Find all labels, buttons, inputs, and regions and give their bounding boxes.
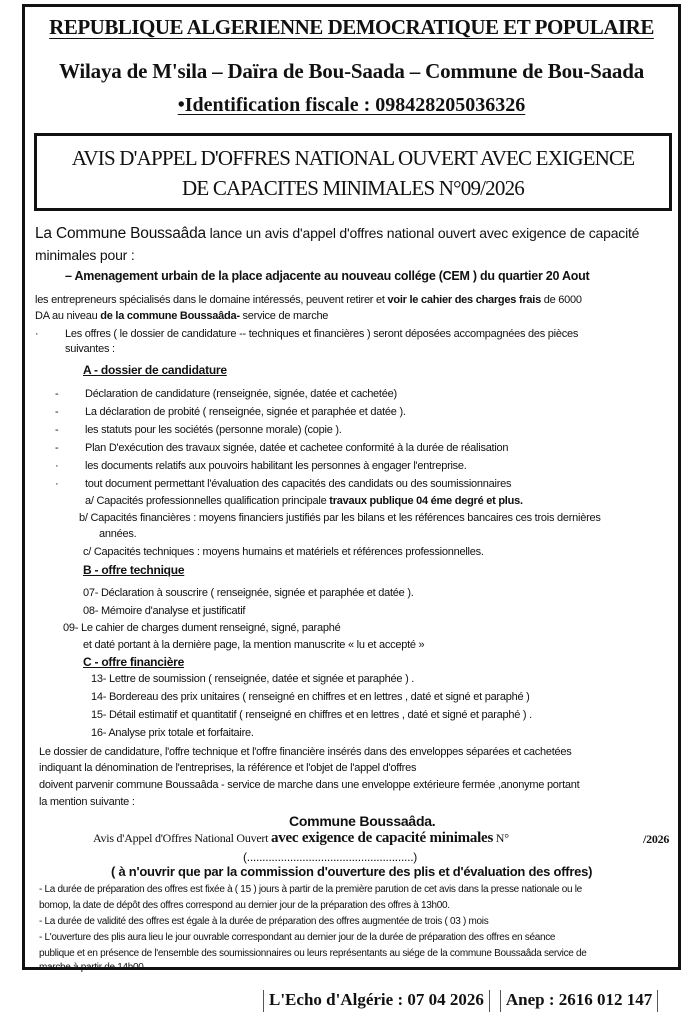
mention-avis-big: avec exigence de capacité minimales — [271, 830, 494, 846]
section-a-item-text: La déclaration de probité ( renseignée, signée et paraphée et datée ). — [85, 406, 406, 418]
intro-line-1 — [35, 225, 639, 243]
bullet: - — [55, 406, 59, 418]
section-a-item — [55, 406, 406, 418]
section-b-item: 09- Le cahier de charges dument renseigné, signé, paraphé — [63, 622, 341, 634]
section-a-item — [55, 424, 342, 436]
mention-commune: Commune Boussaâda. — [289, 813, 436, 829]
section-a-item — [55, 460, 467, 472]
mention-numero: N° — [493, 831, 509, 845]
section-b-item: et daté portant à la dernière page, la mention manuscrite « lu et accepté » — [83, 639, 425, 651]
project-title: – Amenagement urbain de la place adjacente au nouveau collége (CEM ) du quartier 20 Aout — [65, 269, 590, 283]
bullet: - — [55, 388, 59, 400]
location-line: Wilaya de M'sila – Daïra de Bou-Saada – Commune de Bou-Saada — [58, 59, 644, 83]
mention-avis-small: Avis d'Appel d'Offres National Ouvert — [93, 831, 272, 845]
condition-line: - La durée de préparation des offres est fixée à ( 15 ) jours à partir de la première parution de cet avis dans la presse nationale ou le — [39, 884, 582, 895]
offers-line-1 — [35, 328, 578, 340]
section-c-heading: C - offre financière — [83, 655, 185, 669]
section-b-heading: B - offre technique — [83, 563, 185, 577]
capacity-b-line-2: années. — [99, 528, 137, 540]
section-a-item-text: tout document permettant l'évaluation des capacités des candidats ou des soumissionnaires — [85, 478, 512, 490]
republic-heading: REPUBLIQUE ALGERIENNE DEMOCRATIQUE ET POPULAIRE — [49, 15, 654, 39]
section-a-item-text: Plan D'exécution des travaux signée, datée et cachetee conformité à la durée de réalisation — [85, 442, 509, 454]
mention-dots: (......................................................) — [243, 850, 418, 864]
section-c-item: 14- Bordereau des prix unitaires ( renseigné en chiffres et en lettres , daté et signé et paraphé ) — [91, 691, 530, 703]
section-c-item: 13- Lettre de soumission ( renseignée, datée et signée et paraphée ) . — [91, 673, 415, 685]
anep-number: Anep : 2616 012 147 — [505, 990, 653, 1009]
divider — [500, 990, 501, 1012]
submission-line: doivent parvenir commune Boussaâda - service de marche dans une enveloppe extérieure fermée ,anonyme portant — [39, 779, 580, 791]
notice-title-line-2: DE CAPACITES MINIMALES N°09/2026 — [182, 176, 524, 200]
condition-line: publique et en présence de l'ensemble des soumissionnaires ou leurs représentants au siége de la commune Boussaâda service de — [39, 948, 587, 959]
bullet: · — [35, 328, 39, 340]
section-a-item-text: les documents relatifs aux pouvoirs habilitant les personnes à engager l'entreprise. — [85, 460, 467, 472]
section-b-item: 07- Déclaration à souscrire ( renseignée, signée et paraphée et datée ). — [83, 587, 414, 599]
bullet: - — [55, 442, 59, 454]
divider — [489, 990, 490, 1012]
notice-frame — [22, 4, 681, 973]
condition-line: bomop, la date de dépôt des offres correspond au dernier jour de la préparation des offres à 13h00. — [39, 900, 450, 911]
section-b-item: 08- Mémoire d'analyse et justificatif — [83, 605, 246, 617]
submission-line: la mention suivante : — [39, 796, 135, 808]
section-a-heading: A - dossier de candidature — [83, 363, 227, 377]
section-c-item: 16- Analyse prix totale et forfaitaire. — [91, 727, 254, 739]
submission-line: Le dossier de candidature, l'offre technique et l'offre financière insérés dans des enveloppes séparées et cachetées — [39, 746, 572, 758]
newspaper-date: L'Echo d'Algérie : 07 04 2026 — [269, 990, 484, 1009]
condition-line: - La durée de validité des offres est égale à la durée de préparation des offres augmentée de trois ( 03 ) mois — [39, 916, 489, 927]
section-a-item-text: Déclaration de candidature (renseignée, signée, datée et cachetée) — [85, 388, 397, 400]
intro-commune: La Commune Boussaâda — [35, 225, 206, 242]
bullet: · — [55, 460, 59, 472]
divider — [263, 990, 264, 1012]
retire-line-2 — [35, 310, 328, 322]
capacity-a-bold: travaux publique 04 éme degré et plus. — [329, 495, 523, 507]
offers-text-1: Les offres ( le dossier de candidature -- techniques et financières ) seront déposées accompagnées des pièces — [65, 328, 579, 340]
condition-line: - L'ouverture des plis aura lieu le jour ouvrable correspondant au dernier jour de la durée de préparation des offres en séance — [39, 932, 556, 943]
section-a-item — [55, 388, 397, 400]
retire-text-a: les entrepreneurs spécialisés dans le domaine intéressés, peuvent retirer et — [35, 294, 388, 306]
section-a-item-text: les statuts pour les sociétés (personne morale) (copie ). — [85, 424, 342, 436]
divider — [657, 990, 658, 1012]
fiscal-id: •Identification fiscale : 098428205036326 — [177, 94, 526, 116]
submission-line: indiquant la dénomination de l'entreprises, la référence et l'objet de l'appel d'offres — [39, 762, 417, 774]
retire-text-b: voir le cahier des charges frais — [387, 294, 541, 306]
retire2-text-c: service de marche — [239, 310, 329, 322]
mention-warning: ( à n'ouvrir que par la commission d'ouverture des plis et d'évaluation des offres) — [111, 864, 593, 879]
retire-line-1 — [35, 294, 582, 306]
retire-text-c: de 6000 — [540, 294, 582, 306]
intro-text-1: lance un avis d'appel d'offres national ouvert avec exigence de capacité — [205, 225, 640, 241]
capacity-a — [85, 495, 523, 507]
section-a-item — [55, 442, 508, 454]
condition-line: marche à partir de 14h00. — [39, 962, 147, 973]
mention-year: /2026 — [643, 832, 670, 846]
intro-line-2: minimales pour : — [35, 247, 135, 263]
notice-title-line-1: AVIS D'APPEL D'OFFRES NATIONAL OUVERT AVEC EXIGENCE — [71, 146, 635, 170]
mention-avis — [93, 830, 509, 847]
section-c-item: 15- Détail estimatif et quantitatif ( renseigné en chiffres et en lettres , daté et signé et paraphé ) . — [91, 709, 532, 721]
capacity-a-text: a/ Capacités professionnelles qualification principale — [85, 495, 330, 507]
publication-footer — [258, 990, 663, 1012]
capacity-b-line-1: b/ Capacités financières : moyens financiers justifiés par les bilans et les références bancaires ces trois dernières — [79, 512, 601, 524]
retire2-text-b: de la commune Boussaâda- — [100, 310, 240, 322]
bullet: - — [55, 424, 59, 436]
offers-line-2: suivantes : — [65, 343, 115, 355]
bullet: · — [55, 478, 59, 490]
retire2-text-a: DA au niveau — [35, 310, 101, 322]
notice-title-box — [34, 133, 672, 211]
section-a-item — [55, 478, 511, 490]
capacity-c: c/ Capacités techniques : moyens humains et matériels et références professionnelles. — [83, 546, 484, 558]
